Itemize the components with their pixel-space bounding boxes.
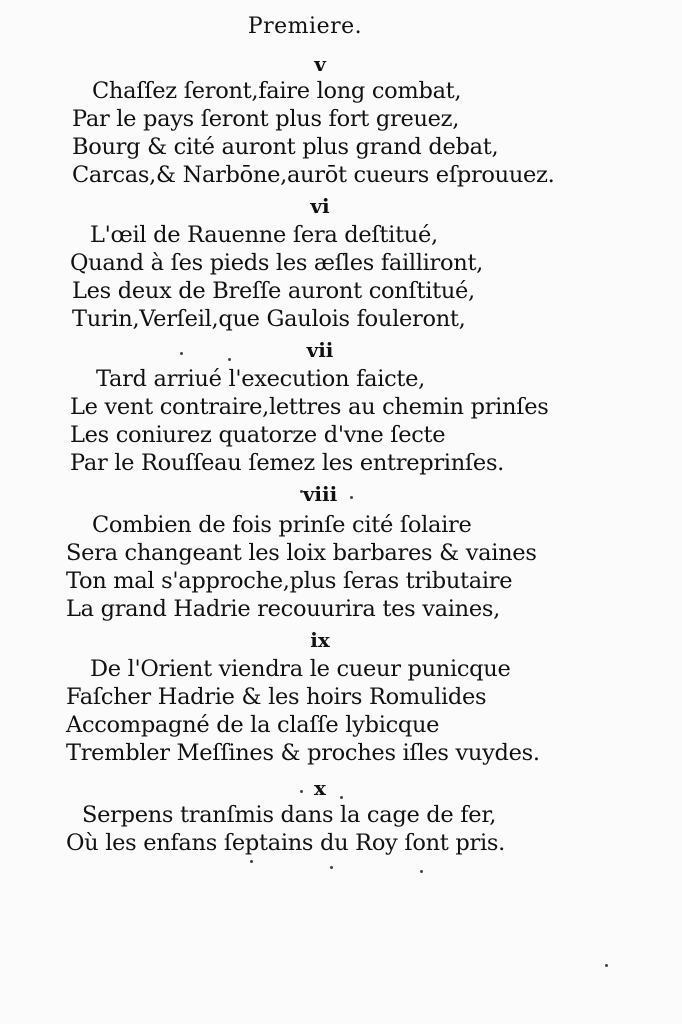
verse-line: Où les enfans ſeptains du Roy ſont pris. — [66, 830, 505, 856]
scan-speck — [250, 860, 253, 863]
stanza-number: vii — [306, 338, 334, 362]
verse-line: Combien de fois prinſe cité ſolaire — [92, 512, 472, 538]
scan-speck — [605, 964, 608, 967]
scan-speck — [350, 496, 353, 499]
verse-line: Tard arriué l'execution faicte, — [96, 366, 426, 392]
stanza-number: ix — [310, 628, 330, 652]
stanza-number: v — [314, 52, 326, 76]
scan-speck — [228, 358, 231, 361]
stanza-number: viii — [302, 482, 338, 506]
verse-line: Serpens tranſmis dans la cage de fer, — [82, 802, 497, 828]
verse-line: Accompagné de la claſſe lybicque — [66, 712, 440, 738]
verse-line: Chaſſez ſeront,faire long combat, — [92, 78, 462, 104]
verse-line: Sera changeant les loix barbares & vaines — [66, 540, 537, 566]
scan-speck — [180, 352, 183, 355]
verse-line: Trembler Meſſines & proches iſles vuydes. — [66, 740, 540, 766]
verse-line: La grand Hadrie recouurira tes vaines, — [66, 596, 500, 622]
verse-line: Ton mal s'approche,plus ſeras tributaire — [66, 568, 513, 594]
scan-speck — [300, 490, 303, 493]
verse-line: De l'Orient viendra le cueur punicque — [90, 656, 511, 682]
page-header: Premiere. — [247, 14, 363, 39]
verse-line: Les coniurez quatorze d'vne ſecte — [70, 422, 446, 448]
verse-line: L'œil de Rauenne ſera deſtitué, — [90, 222, 438, 248]
verse-line: Par le pays ſeront plus fort greuez, — [72, 106, 460, 132]
verse-line: Le vent contraire,lettres au chemin prinſes — [70, 394, 549, 420]
verse-line: Les deux de Breſſe auront conſtitué, — [72, 278, 475, 304]
scan-speck — [300, 790, 303, 793]
stanza-number: vi — [310, 194, 330, 218]
verse-line: Carcas,& Narbōne,aurōt cueurs eſprouuez. — [72, 162, 555, 188]
verse-line: Par le Rouſſeau ſemez les entreprinſes. — [70, 450, 505, 476]
verse-line: Quand à ſes pieds les æſles failliront, — [70, 250, 484, 276]
scan-speck — [420, 870, 423, 873]
verse-line: Bourg & cité auront plus grand debat, — [72, 134, 499, 160]
verse-line: Turin,Verſeil,que Gaulois fouleront, — [72, 306, 466, 332]
scan-speck — [340, 796, 343, 799]
stanza-number: x — [314, 776, 326, 800]
scan-speck — [330, 866, 333, 869]
verse-line: Faſcher Hadrie & les hoirs Romulides — [66, 684, 487, 710]
